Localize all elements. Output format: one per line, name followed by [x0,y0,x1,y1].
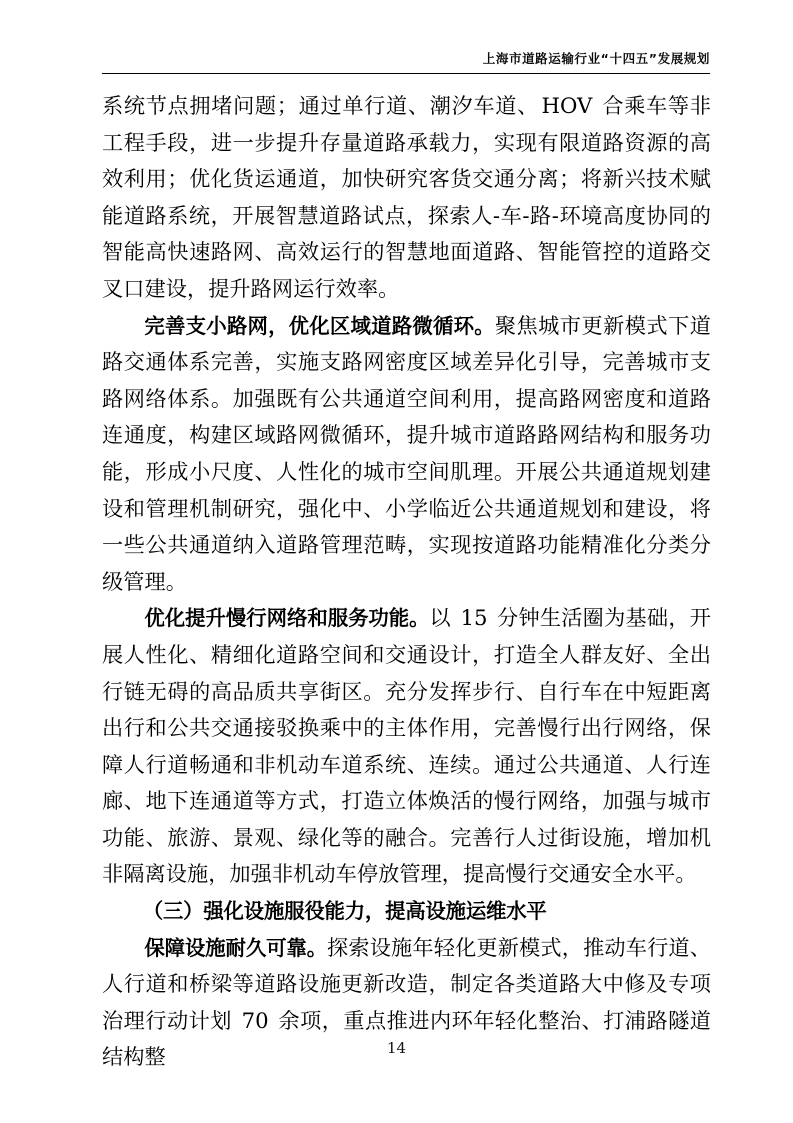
latin-run: HOV [541,93,593,118]
paragraph-text: 探索设施年轻化更新模式，推动车行道、人行道和桥梁等道路设施更新改造，制定各类道路大中修及专项治理行动计划 70 余项，重点推进内环年轻化整治、打浦路隧道结构整 [102,934,711,1070]
paragraph-text: 以 15 分钟生活圈为基础，开展人性化、精细化道路空间和交通设计，打造全人群友好、全出行链无碍的高品质共享街区。充分发挥步行、自行车在中短距离出行和公共交通接驳换乘中的主体作用，完善慢行出行网络，保障人行道畅通和非机动车道系统、连续。通过公共通道、人行连廊、地下连通道等方式，打造立体焕活的慢行网络，加强与城市功能、旅游、景观、绿化等的融合。完善行人过街设施，增加机非隔离设施，加强非机动车停放管理，提高慢行交通安全水平。 [102,605,711,887]
paragraph-text: 聚焦城市更新模式下道路交通体系完善，实施支路网密度区域差异化引导，完善城市支路网络体系。加强既有公共通道空间利用，提高路网密度和道路连通度，构建区域路网微循环，提升城市道路路网结构和服务功能，形成小尺度、人性化的城市空间肌理。开展公共通道规划建设和管理机制研究，强化中、小学临近公共通道规划和建设，将一些公共通道纳入道路管理范畴，实现按道路功能精准化分类分级管理。 [102,312,711,594]
body-paragraph [102,308,711,601]
latin-run: 15 [460,605,488,631]
paragraph-lead-in: 完善支小路网，优化区域道路微循环。 [144,313,495,338]
page-number: 14 [386,1039,407,1057]
body-paragraph [102,88,711,308]
paragraph-text: 系统节点拥堵问题；通过单行道、潮汐车道、 HOV 合乘车等非工程手段，进一步提升存量道路承载力，实现有限道路资源的高效利用；优化货运通道，加快研究客货交通分离；将新兴技术赋能道路系统，开展智慧道路试点，探索人-车-路-环境高度协同的智能高快速路网、高效运行的智慧地面道路、智能管控的道路交叉口建设，提升路网运行效率。 [102,93,711,301]
page-content [102,88,711,1076]
paragraph-lead-in: 保障设施耐久可靠。 [144,935,328,960]
paragraph-lead-in: 优化提升慢行网络和服务功能。 [144,606,430,631]
section-heading: （三）强化设施服役能力，提高设施运维水平 [142,899,547,924]
body-paragraph [102,600,711,893]
page-header-title: 上海市道路运输行业“十四五”发展规划 [482,51,710,66]
latin-run: 70 [241,1007,269,1033]
page-header [102,50,710,80]
header-divider-rule [102,73,710,74]
page-footer [0,1038,793,1058]
